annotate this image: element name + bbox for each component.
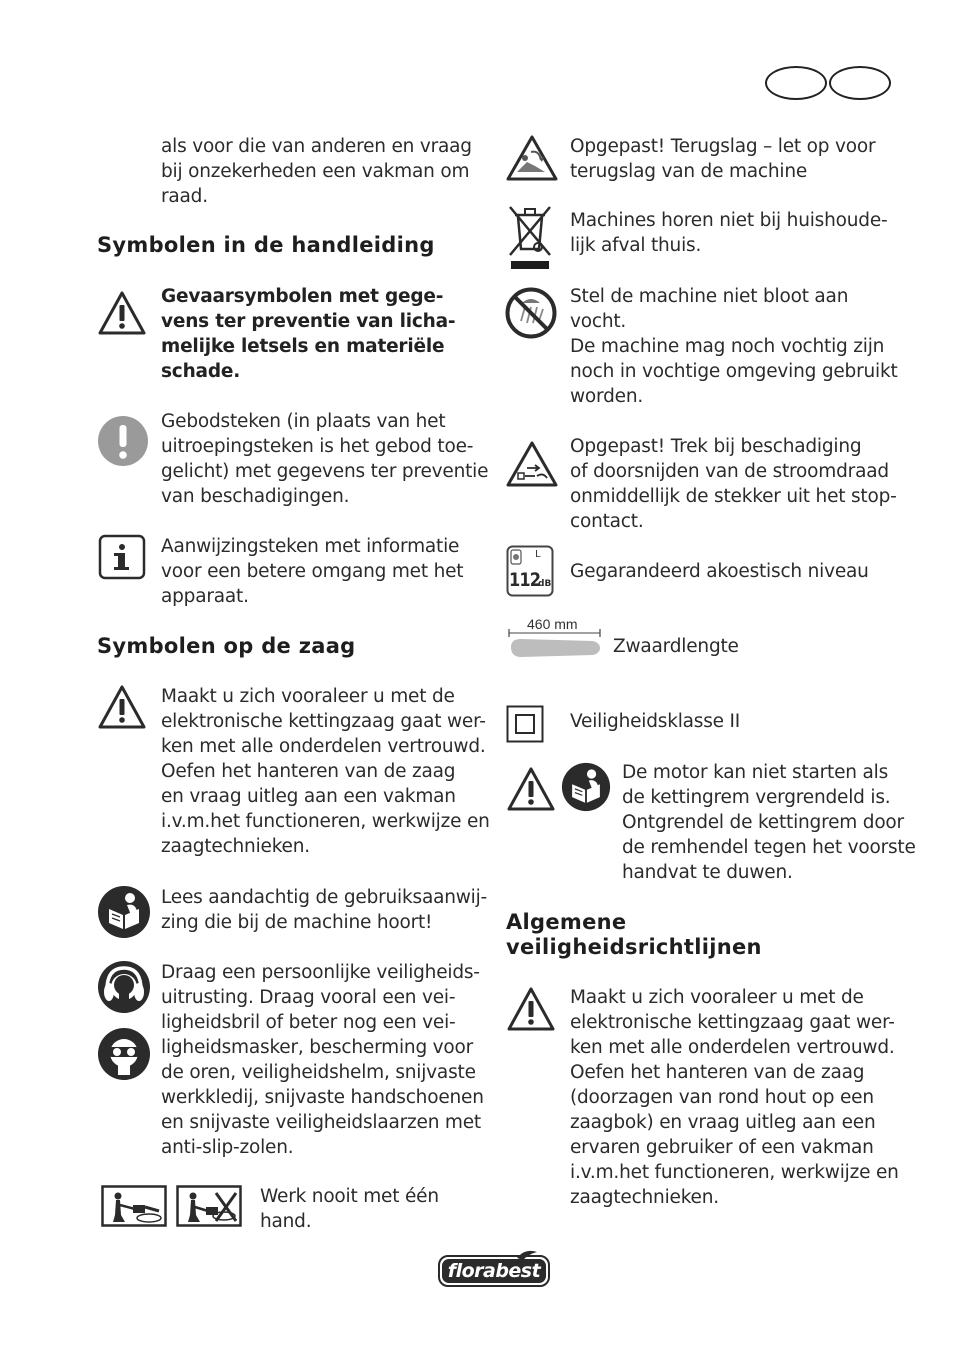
heading-manual-symbols: Symbolen in de handleiding: [97, 233, 435, 257]
mandatory-exclamation-icon: [97, 415, 149, 467]
right-symbol-text-kickback: Opgepast! Terugslag – let op voor terugslag van de machine: [570, 136, 876, 182]
warning-triangle-icon: [506, 766, 556, 812]
heading-saw-symbols: Symbolen op de zaag: [97, 634, 356, 658]
unplug-warning-icon: [505, 440, 559, 488]
sound-level-label: L: [535, 549, 542, 560]
bar-length-icon: [507, 615, 603, 661]
manual-symbol-text-info: Aanwijzingsteken met informatie voor een betere omgang met het apparaat.: [161, 536, 464, 607]
bar-length-value: 460 mm: [527, 616, 578, 632]
intro-text: als voor die van anderen en vraag bij onzekerheden een vakman om raad.: [161, 136, 472, 207]
safety-goggles-icon: [97, 1027, 151, 1081]
crossed-bin-icon: [507, 203, 553, 271]
right-symbol-text-bin: Machines horen niet bij huishoude- lijk afval thuis.: [570, 210, 888, 256]
warning-triangle-icon: [97, 684, 147, 730]
read-manual-icon: [97, 885, 151, 939]
heading-general-safety: Algemene veiligheidsrichtlijnen: [506, 910, 762, 959]
info-icon: [98, 534, 146, 580]
kickback-warning-icon: [505, 134, 559, 182]
sound-level-value: 112: [509, 569, 541, 591]
warning-triangle-icon: [506, 986, 556, 1032]
right-symbol-text-class-ii: Veiligheidsklasse II: [570, 711, 741, 732]
manual-symbol-text-danger: Gevaarsymbolen met gege- vens ter preventie van licha- melijke letsels en materiële schade.: [161, 286, 456, 382]
right-symbol-text-unplug: Opgepast! Trek bij beschadiging of doorsnijden van de stroomdraad onmiddellijk de stekker uit het stop- contact.: [570, 436, 897, 532]
saw-symbol-text-read-manual: Lees aandachtig de gebruiksaanwij- zing die bij de machine hoort!: [161, 887, 488, 933]
chain-brake-read-manual-icon: [561, 762, 611, 812]
sound-level-icon: [506, 545, 554, 597]
sound-level-unit: dB: [538, 579, 552, 589]
logo-text: florabest: [447, 1260, 541, 1282]
right-symbol-text-sound: Gegarandeerd akoestisch niveau: [570, 561, 869, 582]
right-symbol-text-bar-length: Zwaardlengte: [613, 636, 739, 657]
manual-symbol-text-mandatory: Gebodsteken (in plaats van het uitroepingsteken is het gebod toe- gelicht) met gegevens ter preventie van beschadigingen.: [161, 411, 489, 507]
general-safety-text: Maakt u zich vooraleer u met de elektronische kettingzaag gaat wer- ken met alle onderdelen vertrouwd. Oefen het hanteren van de zaag (doorzagen van rond hout op een zaagbok) en vraag uitleg aan een ervaren gebruiker of een vakman i.v.m.het functioneren, werkwijze en zaagtechnieken.: [570, 987, 899, 1208]
protection-class-ii-icon: [506, 705, 544, 743]
one-hand-prohibited-icon: [176, 1185, 242, 1227]
saw-symbol-text-familiarize: Maakt u zich vooraleer u met de elektronische kettingzaag gaat wer- ken met alle onderdelen vertrouwd. Oefen het hanteren van de zaag en vraag uitleg aan een vakman i.v.m.het functioneren, werkwijze en zaagtechnieken.: [161, 686, 490, 857]
right-symbol-text-chain-brake: De motor kan niet starten als de kettingrem vergrendeld is. Ontgrendel de kettingrem door de remhendel tegen het voorste handvat te duwen.: [622, 762, 916, 883]
saw-symbol-text-protective-gear: Draag een persoonlijke veiligheids- uitrusting. Draag vooral een vei- ligheidsbril of beter nog een vei- ligheidsmasker, bescherming voor de oren, veiligheidshelm, snijvaste werkkledij, snijvaste handschoenen en snijvaste veiligheidslaarzen met anti-slip-zolen.: [161, 962, 484, 1158]
language-oval-left: [765, 66, 827, 100]
right-symbol-text-moisture: Stel de machine niet bloot aan vocht. De machine mag noch vochtig zijn noch in vochtige omgeving gebruikt worden.: [570, 286, 898, 407]
ear-protection-icon: [97, 960, 151, 1014]
no-rain-icon: [505, 287, 557, 339]
saw-symbol-text-one-hand: Werk nooit met één hand.: [260, 1186, 439, 1232]
florabest-logo: [437, 1250, 551, 1288]
warning-triangle-icon: [97, 290, 147, 336]
two-hands-icon: [101, 1185, 167, 1227]
language-oval-right: [829, 66, 891, 100]
